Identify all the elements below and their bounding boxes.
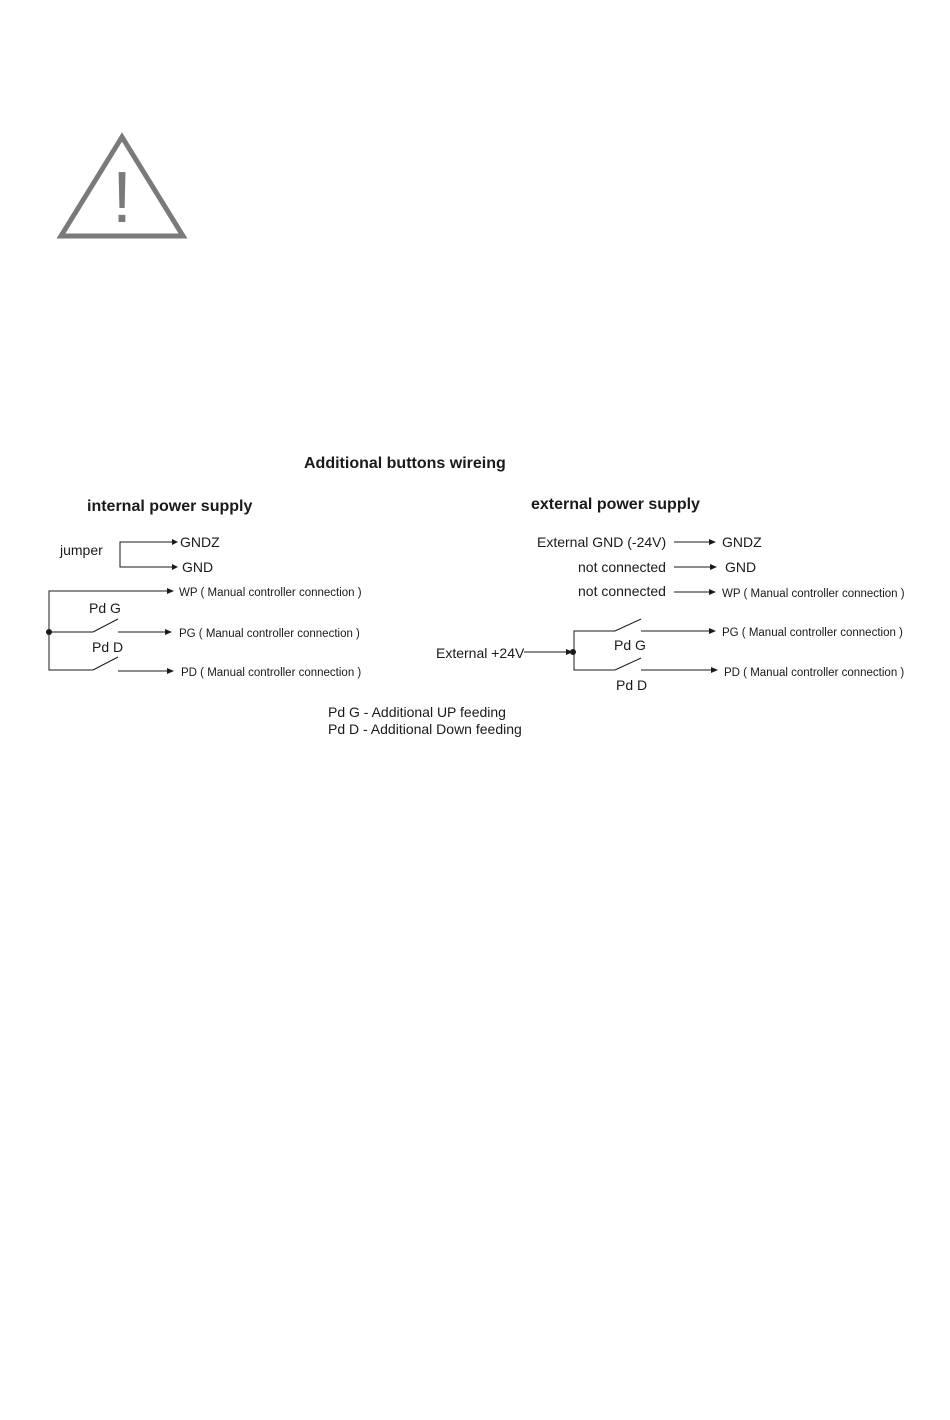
- internal-pdg-label: Pd G: [89, 600, 121, 616]
- internal-pg-label: PG ( Manual controller connection ): [179, 628, 360, 640]
- external-pd-label: PD ( Manual controller connection ): [724, 667, 905, 679]
- internal-wp-label: WP ( Manual controller connection ): [179, 587, 362, 599]
- external-not-connected-1: not connected: [578, 559, 666, 575]
- external-gnd-target-label: GND: [725, 559, 757, 575]
- legend-line-2: Pd D - Additional Down feeding: [328, 721, 522, 737]
- external-power-supply-section: [436, 496, 905, 693]
- external-pd-arrowhead: [711, 667, 718, 673]
- external-pg-label: PG ( Manual controller connection ): [722, 627, 903, 639]
- internal-pdg-switch: [93, 619, 118, 632]
- internal-pd-arrowhead: [167, 668, 174, 674]
- warning-exclamation: !: [111, 158, 133, 238]
- external-pdg-switch: [615, 619, 641, 631]
- internal-jumper-label: jumper: [60, 542, 103, 558]
- jumper-gnd-arrowhead: [172, 564, 178, 570]
- diagram-title: Additional buttons wireing: [304, 455, 506, 472]
- external-nc1-arrowhead: [710, 564, 717, 570]
- jumper-wire: [120, 542, 172, 567]
- external-gndz-label: GNDZ: [722, 534, 762, 550]
- external-gnd-arrowhead: [709, 539, 716, 545]
- external-bus: [574, 631, 615, 670]
- warning-triangle-icon: [61, 137, 183, 238]
- external-wp-label: WP ( Manual controller connection ): [722, 588, 905, 600]
- legend: [328, 704, 522, 737]
- legend-line-1: Pd G - Additional UP feeding: [328, 704, 506, 720]
- external-pdd-switch: [615, 658, 641, 670]
- external-nc2-arrowhead: [709, 589, 716, 595]
- internal-heading: internal power supply: [87, 498, 253, 515]
- external-24v-label: External +24V: [436, 645, 525, 661]
- external-pdd-label: Pd D: [616, 677, 648, 693]
- external-not-connected-2: not connected: [578, 583, 666, 599]
- internal-pdd-label: Pd D: [92, 639, 124, 655]
- internal-gnd-label: GND: [182, 559, 214, 575]
- external-junction-dot: [570, 649, 576, 655]
- external-pg-arrowhead: [709, 628, 716, 634]
- internal-pd-label: PD ( Manual controller connection ): [181, 667, 362, 679]
- internal-power-supply-section: [46, 498, 362, 679]
- internal-gndz-label: GNDZ: [180, 534, 220, 550]
- external-heading: external power supply: [531, 496, 700, 513]
- external-gnd-label: External GND (-24V): [537, 534, 667, 550]
- external-pdg-label: Pd G: [614, 637, 646, 653]
- internal-pg-arrowhead: [165, 629, 172, 635]
- internal-pdd-switch: [93, 657, 118, 670]
- internal-wp-arrowhead: [167, 588, 174, 594]
- jumper-gndz-arrowhead: [172, 539, 178, 545]
